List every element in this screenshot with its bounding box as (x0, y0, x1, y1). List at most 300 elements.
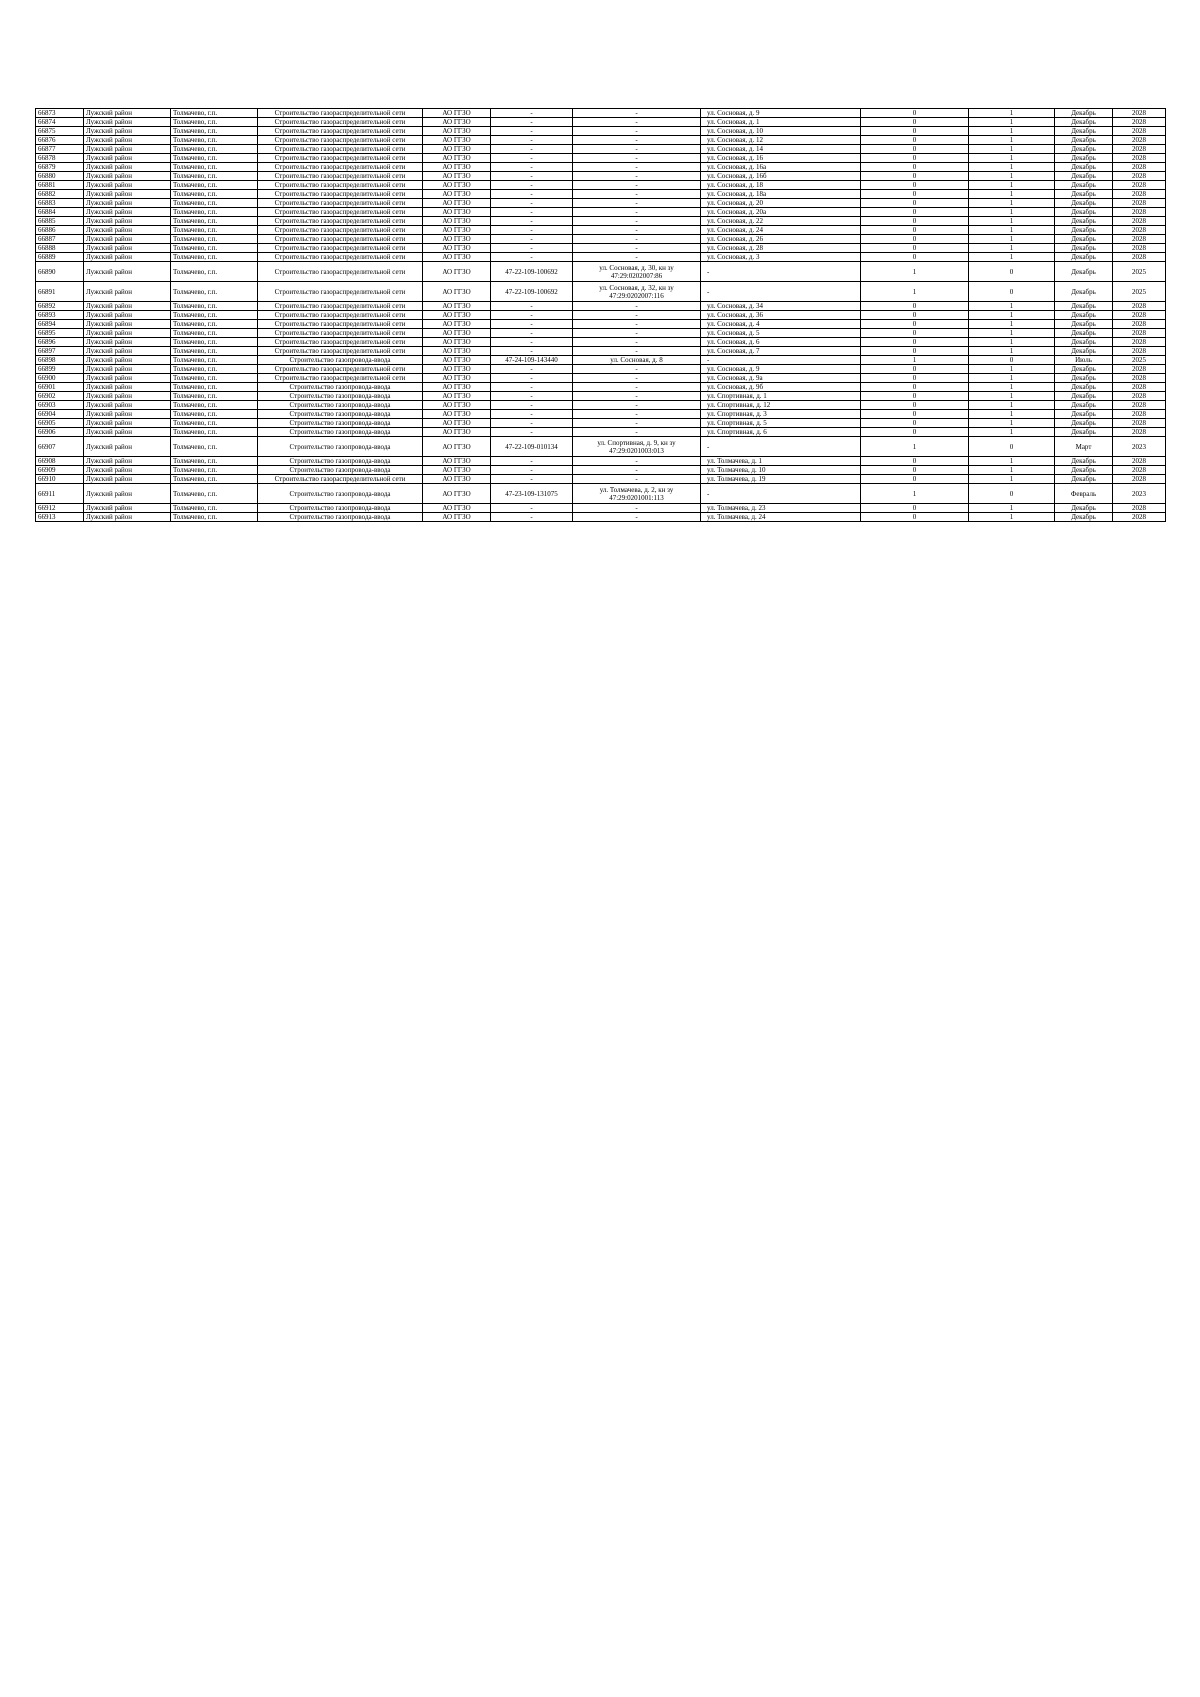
contract-flag-cell: 1 (861, 484, 969, 504)
organization-cell: АО ГГЗО (423, 190, 491, 199)
year-cell: 2025 (1113, 356, 1166, 365)
application-number-cell: - (491, 244, 573, 253)
work-type-cell: Строительство газораспределительной сети (258, 127, 423, 136)
object-address-cell: ул. Сосновая, д. 4 (701, 320, 861, 329)
object-address-cell: ул. Сосновая, д. 20а (701, 208, 861, 217)
year-cell: 2028 (1113, 235, 1166, 244)
contract-flag-cell: 0 (861, 190, 969, 199)
organization-cell: АО ГГЗО (423, 311, 491, 320)
year-cell: 2028 (1113, 199, 1166, 208)
work-type-cell: Строительство газораспределительной сети (258, 118, 423, 127)
applicant-address-cell: - (573, 190, 701, 199)
settlement-cell: Толмачево, г.п. (171, 262, 258, 282)
table-row (36, 437, 1166, 457)
table-row (36, 190, 1166, 199)
settlement-cell: Толмачево, г.п. (171, 127, 258, 136)
contract-flag-cell: 1 (861, 437, 969, 457)
application-number-cell: - (491, 199, 573, 208)
application-number-cell: - (491, 513, 573, 522)
table-row (36, 208, 1166, 217)
applicant-address-cell: - (573, 401, 701, 410)
month-cell: Декабрь (1055, 118, 1113, 127)
applicant-address-cell: ул. Сосновая, д. 8 (573, 356, 701, 365)
year-cell: 2028 (1113, 347, 1166, 356)
object-address-cell: ул. Сосновая, д. 9а (701, 374, 861, 383)
settlement-cell: Толмачево, г.п. (171, 338, 258, 347)
contract-flag-cell: 0 (861, 199, 969, 208)
plan-flag-cell: 1 (969, 311, 1055, 320)
plan-flag-cell: 0 (969, 356, 1055, 365)
application-number-cell: - (491, 217, 573, 226)
month-cell: Декабрь (1055, 475, 1113, 484)
applicant-address-cell: - (573, 475, 701, 484)
month-cell: Декабрь (1055, 136, 1113, 145)
work-type-cell: Строительство газопровода-ввода (258, 428, 423, 437)
table-row (36, 109, 1166, 118)
applicant-address-cell: - (573, 226, 701, 235)
year-cell: 2028 (1113, 383, 1166, 392)
table-row (36, 410, 1166, 419)
settlement-cell: Толмачево, г.п. (171, 190, 258, 199)
object-address-cell: ул. Толмачева, д. 19 (701, 475, 861, 484)
contract-flag-cell: 0 (861, 145, 969, 154)
settlement-cell: Толмачево, г.п. (171, 392, 258, 401)
settlement-cell: Толмачево, г.п. (171, 428, 258, 437)
application-number-cell: - (491, 145, 573, 154)
district-cell: Лужский район (84, 475, 171, 484)
table-body (36, 109, 1166, 522)
table-row (36, 262, 1166, 282)
row-number-cell: 66901 (36, 383, 84, 392)
application-number-cell: - (491, 365, 573, 374)
plan-flag-cell: 0 (969, 437, 1055, 457)
settlement-cell: Толмачево, г.п. (171, 282, 258, 302)
organization-cell: АО ГГЗО (423, 428, 491, 437)
year-cell: 2028 (1113, 338, 1166, 347)
table-row (36, 217, 1166, 226)
plan-flag-cell: 1 (969, 163, 1055, 172)
row-number-cell: 66877 (36, 145, 84, 154)
year-cell: 2028 (1113, 163, 1166, 172)
settlement-cell: Толмачево, г.п. (171, 437, 258, 457)
plan-flag-cell: 1 (969, 392, 1055, 401)
row-number-cell: 66892 (36, 302, 84, 311)
month-cell: Декабрь (1055, 347, 1113, 356)
row-number-cell: 66902 (36, 392, 84, 401)
object-address-cell: ул. Толмачева, д. 10 (701, 466, 861, 475)
row-number-cell: 66905 (36, 419, 84, 428)
applicant-address-cell: - (573, 466, 701, 475)
settlement-cell: Толмачево, г.п. (171, 136, 258, 145)
applicant-address-cell: ул. Сосновая, д. 30, кн зу 47:29:0202007:86 (573, 262, 701, 282)
organization-cell: АО ГГЗО (423, 466, 491, 475)
row-number-cell: 66891 (36, 282, 84, 302)
contract-flag-cell: 0 (861, 383, 969, 392)
row-number-cell: 66878 (36, 154, 84, 163)
work-type-cell: Строительство газопровода-ввода (258, 457, 423, 466)
work-type-cell: Строительство газопровода-ввода (258, 513, 423, 522)
work-type-cell: Строительство газораспределительной сети (258, 136, 423, 145)
month-cell: Декабрь (1055, 208, 1113, 217)
table-row (36, 163, 1166, 172)
row-number-cell: 66896 (36, 338, 84, 347)
district-cell: Лужский район (84, 374, 171, 383)
contract-flag-cell: 0 (861, 244, 969, 253)
contract-flag-cell: 1 (861, 262, 969, 282)
row-number-cell: 66906 (36, 428, 84, 437)
work-type-cell: Строительство газораспределительной сети (258, 329, 423, 338)
organization-cell: АО ГГЗО (423, 282, 491, 302)
application-number-cell: - (491, 320, 573, 329)
work-type-cell: Строительство газораспределительной сети (258, 199, 423, 208)
row-number-cell: 66911 (36, 484, 84, 504)
application-number-cell: - (491, 428, 573, 437)
organization-cell: АО ГГЗО (423, 118, 491, 127)
district-cell: Лужский район (84, 338, 171, 347)
table-row (36, 127, 1166, 136)
object-address-cell: ул. Сосновая, д. 3 (701, 253, 861, 262)
applicant-address-cell: - (573, 428, 701, 437)
contract-flag-cell: 0 (861, 457, 969, 466)
district-cell: Лужский район (84, 504, 171, 513)
work-type-cell: Строительство газораспределительной сети (258, 172, 423, 181)
plan-flag-cell: 1 (969, 347, 1055, 356)
organization-cell: АО ГГЗО (423, 484, 491, 504)
month-cell: Декабрь (1055, 383, 1113, 392)
plan-flag-cell: 1 (969, 374, 1055, 383)
application-number-cell: - (491, 172, 573, 181)
plan-flag-cell: 1 (969, 320, 1055, 329)
month-cell: Декабрь (1055, 419, 1113, 428)
month-cell: Декабрь (1055, 504, 1113, 513)
plan-flag-cell: 1 (969, 190, 1055, 199)
district-cell: Лужский район (84, 208, 171, 217)
object-address-cell: ул. Сосновая, д. 9 (701, 109, 861, 118)
settlement-cell: Толмачево, г.п. (171, 311, 258, 320)
month-cell: Декабрь (1055, 466, 1113, 475)
year-cell: 2028 (1113, 172, 1166, 181)
table-row (36, 320, 1166, 329)
contract-flag-cell: 0 (861, 172, 969, 181)
organization-cell: АО ГГЗО (423, 383, 491, 392)
settlement-cell: Толмачево, г.п. (171, 410, 258, 419)
month-cell: Декабрь (1055, 199, 1113, 208)
application-number-cell: - (491, 181, 573, 190)
table-row (36, 466, 1166, 475)
settlement-cell: Толмачево, г.п. (171, 513, 258, 522)
settlement-cell: Толмачево, г.п. (171, 181, 258, 190)
contract-flag-cell: 0 (861, 226, 969, 235)
plan-flag-cell: 1 (969, 302, 1055, 311)
month-cell: Декабрь (1055, 154, 1113, 163)
table-row (36, 428, 1166, 437)
row-number-cell: 66880 (36, 172, 84, 181)
plan-flag-cell: 1 (969, 475, 1055, 484)
year-cell: 2028 (1113, 320, 1166, 329)
work-type-cell: Строительство газораспределительной сети (258, 311, 423, 320)
plan-flag-cell: 1 (969, 181, 1055, 190)
settlement-cell: Толмачево, г.п. (171, 154, 258, 163)
applicant-address-cell: - (573, 392, 701, 401)
plan-flag-cell: 1 (969, 145, 1055, 154)
contract-flag-cell: 0 (861, 365, 969, 374)
plan-flag-cell: 1 (969, 365, 1055, 374)
gasification-table (35, 108, 1166, 522)
object-address-cell: - (701, 282, 861, 302)
object-address-cell: ул. Сосновая, д. 7 (701, 347, 861, 356)
settlement-cell: Толмачево, г.п. (171, 504, 258, 513)
application-number-cell: - (491, 466, 573, 475)
applicant-address-cell: - (573, 513, 701, 522)
month-cell: Декабрь (1055, 181, 1113, 190)
settlement-cell: Толмачево, г.п. (171, 217, 258, 226)
table-row (36, 419, 1166, 428)
year-cell: 2028 (1113, 410, 1166, 419)
contract-flag-cell: 0 (861, 253, 969, 262)
work-type-cell: Строительство газопровода-ввода (258, 410, 423, 419)
contract-flag-cell: 0 (861, 163, 969, 172)
settlement-cell: Толмачево, г.п. (171, 244, 258, 253)
plan-flag-cell: 1 (969, 513, 1055, 522)
applicant-address-cell: - (573, 127, 701, 136)
application-number-cell: - (491, 163, 573, 172)
plan-flag-cell: 1 (969, 235, 1055, 244)
settlement-cell: Толмачево, г.п. (171, 383, 258, 392)
applicant-address-cell: - (573, 208, 701, 217)
month-cell: Декабрь (1055, 163, 1113, 172)
settlement-cell: Толмачево, г.п. (171, 235, 258, 244)
year-cell: 2028 (1113, 329, 1166, 338)
district-cell: Лужский район (84, 118, 171, 127)
application-number-cell: 47-22-109-100692 (491, 262, 573, 282)
table-row (36, 136, 1166, 145)
year-cell: 2028 (1113, 136, 1166, 145)
object-address-cell: ул. Сосновая, д. 24 (701, 226, 861, 235)
work-type-cell: Строительство газораспределительной сети (258, 235, 423, 244)
contract-flag-cell: 0 (861, 475, 969, 484)
work-type-cell: Строительство газораспределительной сети (258, 208, 423, 217)
row-number-cell: 66873 (36, 109, 84, 118)
table-row (36, 475, 1166, 484)
plan-flag-cell: 1 (969, 136, 1055, 145)
work-type-cell: Строительство газопровода-ввода (258, 401, 423, 410)
district-cell: Лужский район (84, 437, 171, 457)
row-number-cell: 66900 (36, 374, 84, 383)
settlement-cell: Толмачево, г.п. (171, 163, 258, 172)
contract-flag-cell: 0 (861, 235, 969, 244)
organization-cell: АО ГГЗО (423, 244, 491, 253)
year-cell: 2028 (1113, 127, 1166, 136)
year-cell: 2023 (1113, 484, 1166, 504)
work-type-cell: Строительство газораспределительной сети (258, 374, 423, 383)
application-number-cell: - (491, 338, 573, 347)
settlement-cell: Толмачево, г.п. (171, 475, 258, 484)
application-number-cell: - (491, 226, 573, 235)
contract-flag-cell: 0 (861, 410, 969, 419)
work-type-cell: Строительство газораспределительной сети (258, 181, 423, 190)
plan-flag-cell: 1 (969, 419, 1055, 428)
applicant-address-cell: - (573, 419, 701, 428)
month-cell: Декабрь (1055, 401, 1113, 410)
row-number-cell: 66879 (36, 163, 84, 172)
contract-flag-cell: 0 (861, 419, 969, 428)
contract-flag-cell: 0 (861, 302, 969, 311)
district-cell: Лужский район (84, 145, 171, 154)
organization-cell: АО ГГЗО (423, 154, 491, 163)
application-number-cell: - (491, 329, 573, 338)
month-cell: Декабрь (1055, 226, 1113, 235)
settlement-cell: Толмачево, г.п. (171, 253, 258, 262)
application-number-cell: - (491, 208, 573, 217)
year-cell: 2028 (1113, 419, 1166, 428)
district-cell: Лужский район (84, 484, 171, 504)
application-number-cell: - (491, 253, 573, 262)
work-type-cell: Строительство газораспределительной сети (258, 226, 423, 235)
district-cell: Лужский район (84, 457, 171, 466)
settlement-cell: Толмачево, г.п. (171, 226, 258, 235)
organization-cell: АО ГГЗО (423, 329, 491, 338)
application-number-cell: - (491, 383, 573, 392)
month-cell: Декабрь (1055, 338, 1113, 347)
object-address-cell: ул. Сосновая, д. 9 (701, 365, 861, 374)
table-row (36, 513, 1166, 522)
settlement-cell: Толмачево, г.п. (171, 466, 258, 475)
settlement-cell: Толмачево, г.п. (171, 302, 258, 311)
applicant-address-cell: - (573, 302, 701, 311)
month-cell: Декабрь (1055, 302, 1113, 311)
organization-cell: АО ГГЗО (423, 410, 491, 419)
district-cell: Лужский район (84, 190, 171, 199)
district-cell: Лужский район (84, 311, 171, 320)
month-cell: Декабрь (1055, 311, 1113, 320)
year-cell: 2028 (1113, 154, 1166, 163)
applicant-address-cell: - (573, 118, 701, 127)
district-cell: Лужский район (84, 466, 171, 475)
applicant-address-cell: - (573, 320, 701, 329)
row-number-cell: 66899 (36, 365, 84, 374)
application-number-cell: 47-24-109-143440 (491, 356, 573, 365)
table-row (36, 181, 1166, 190)
object-address-cell: ул. Толмачева, д. 24 (701, 513, 861, 522)
contract-flag-cell: 0 (861, 217, 969, 226)
object-address-cell: - (701, 262, 861, 282)
applicant-address-cell: - (573, 253, 701, 262)
object-address-cell: ул. Сосновая, д. 28 (701, 244, 861, 253)
plan-flag-cell: 0 (969, 484, 1055, 504)
application-number-cell: - (491, 374, 573, 383)
district-cell: Лужский район (84, 154, 171, 163)
applicant-address-cell: ул. Толмачева, д. 2, кн зу 47:29:0201001:113 (573, 484, 701, 504)
row-number-cell: 66890 (36, 262, 84, 282)
object-address-cell: - (701, 356, 861, 365)
month-cell: Декабрь (1055, 244, 1113, 253)
applicant-address-cell: - (573, 244, 701, 253)
settlement-cell: Толмачево, г.п. (171, 419, 258, 428)
table-row (36, 302, 1166, 311)
organization-cell: АО ГГЗО (423, 513, 491, 522)
applicant-address-cell: - (573, 199, 701, 208)
district-cell: Лужский район (84, 401, 171, 410)
plan-flag-cell: 1 (969, 338, 1055, 347)
year-cell: 2028 (1113, 513, 1166, 522)
district-cell: Лужский район (84, 356, 171, 365)
row-number-cell: 66887 (36, 235, 84, 244)
plan-flag-cell: 1 (969, 428, 1055, 437)
organization-cell: АО ГГЗО (423, 199, 491, 208)
plan-flag-cell: 1 (969, 253, 1055, 262)
contract-flag-cell: 0 (861, 374, 969, 383)
application-number-cell: - (491, 504, 573, 513)
contract-flag-cell: 0 (861, 208, 969, 217)
organization-cell: АО ГГЗО (423, 401, 491, 410)
organization-cell: АО ГГЗО (423, 109, 491, 118)
applicant-address-cell: - (573, 383, 701, 392)
settlement-cell: Толмачево, г.п. (171, 329, 258, 338)
row-number-cell: 66912 (36, 504, 84, 513)
organization-cell: АО ГГЗО (423, 226, 491, 235)
settlement-cell: Толмачево, г.п. (171, 109, 258, 118)
row-number-cell: 66876 (36, 136, 84, 145)
plan-flag-cell: 0 (969, 282, 1055, 302)
application-number-cell: - (491, 392, 573, 401)
applicant-address-cell: - (573, 347, 701, 356)
row-number-cell: 66889 (36, 253, 84, 262)
organization-cell: АО ГГЗО (423, 208, 491, 217)
plan-flag-cell: 1 (969, 383, 1055, 392)
application-number-cell: - (491, 154, 573, 163)
district-cell: Лужский район (84, 172, 171, 181)
organization-cell: АО ГГЗО (423, 374, 491, 383)
organization-cell: АО ГГЗО (423, 181, 491, 190)
application-number-cell: - (491, 347, 573, 356)
table-row (36, 504, 1166, 513)
row-number-cell: 66913 (36, 513, 84, 522)
organization-cell: АО ГГЗО (423, 504, 491, 513)
table-row (36, 484, 1166, 504)
organization-cell: АО ГГЗО (423, 437, 491, 457)
month-cell: Декабрь (1055, 145, 1113, 154)
object-address-cell: ул. Сосновая, д. 22 (701, 217, 861, 226)
table-row (36, 311, 1166, 320)
row-number-cell: 66903 (36, 401, 84, 410)
month-cell: Июль (1055, 356, 1113, 365)
settlement-cell: Толмачево, г.п. (171, 208, 258, 217)
month-cell: Декабрь (1055, 262, 1113, 282)
row-number-cell: 66908 (36, 457, 84, 466)
table-row (36, 118, 1166, 127)
year-cell: 2028 (1113, 226, 1166, 235)
work-type-cell: Строительство газораспределительной сети (258, 145, 423, 154)
object-address-cell: ул. Сосновая, д. 20 (701, 199, 861, 208)
year-cell: 2028 (1113, 475, 1166, 484)
applicant-address-cell: - (573, 338, 701, 347)
work-type-cell: Строительство газораспределительной сети (258, 154, 423, 163)
application-number-cell: 47-22-109-100692 (491, 282, 573, 302)
month-cell: Декабрь (1055, 365, 1113, 374)
work-type-cell: Строительство газораспределительной сети (258, 475, 423, 484)
applicant-address-cell: - (573, 504, 701, 513)
row-number-cell: 66882 (36, 190, 84, 199)
contract-flag-cell: 0 (861, 392, 969, 401)
application-number-cell: - (491, 311, 573, 320)
organization-cell: АО ГГЗО (423, 217, 491, 226)
object-address-cell: ул. Сосновая, д. 18а (701, 190, 861, 199)
organization-cell: АО ГГЗО (423, 136, 491, 145)
work-type-cell: Строительство газопровода-ввода (258, 419, 423, 428)
plan-flag-cell: 1 (969, 457, 1055, 466)
district-cell: Лужский район (84, 329, 171, 338)
row-number-cell: 66904 (36, 410, 84, 419)
